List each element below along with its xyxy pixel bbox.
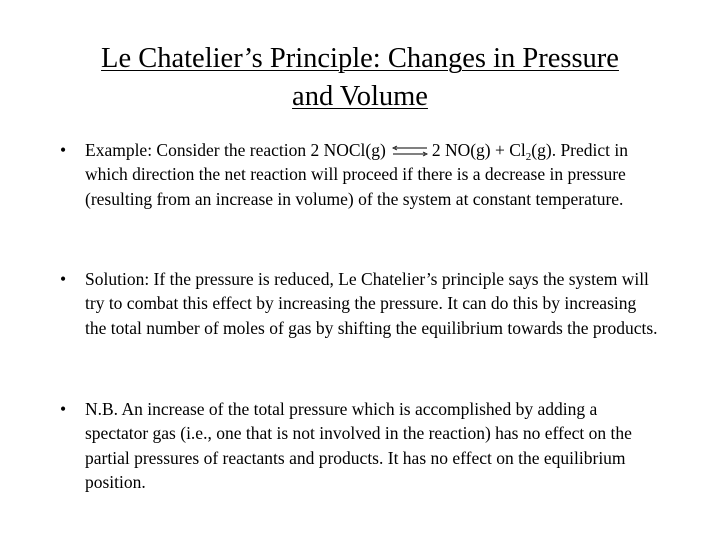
bullet-marker: • <box>60 269 67 289</box>
example-products-state: (g). <box>531 140 557 160</box>
slide-title-line-1: Le Chatelier’s Principle: Changes in Pressure <box>101 43 619 74</box>
bullet-nb <box>60 397 660 494</box>
slide-title <box>40 40 680 116</box>
equilibrium-arrow-svg <box>392 145 428 157</box>
bullet-example <box>60 138 660 211</box>
slide-title-line-2: and Volume <box>292 81 428 112</box>
bullet-solution <box>60 267 660 340</box>
bullet-marker: • <box>60 399 67 419</box>
bullet-marker: • <box>60 140 67 160</box>
bullet-solution-text: Solution: If the pressure is reduced, Le Chatelier’s principle says the system will try to combat this effect by increasing the pressure. It can do this by increasing the total number of moles of gas by shifting the equilibrium towards the products. <box>85 269 658 338</box>
chlorine-subscript: 2 <box>525 151 532 163</box>
equilibrium-arrow-icon <box>392 145 428 157</box>
example-question: Predict in which direction the net reaction will proceed if there is a decrease in pressure (resulting from an increase in volume) of the system at constant temperature. <box>85 140 629 209</box>
example-lead: Example: Consider the reaction 2 NOCl(g) <box>85 140 386 160</box>
bullet-nb-text: N.B. An increase of the total pressure which is accomplished by adding a spectator gas (i.e., one that is not involved in the reaction) has no effect on the partial pressures of reactants and products. It has no effect on the equilibrium position. <box>85 399 632 492</box>
bullet-example-text <box>85 138 660 211</box>
example-products: 2 NO(g) + Cl <box>431 140 526 160</box>
